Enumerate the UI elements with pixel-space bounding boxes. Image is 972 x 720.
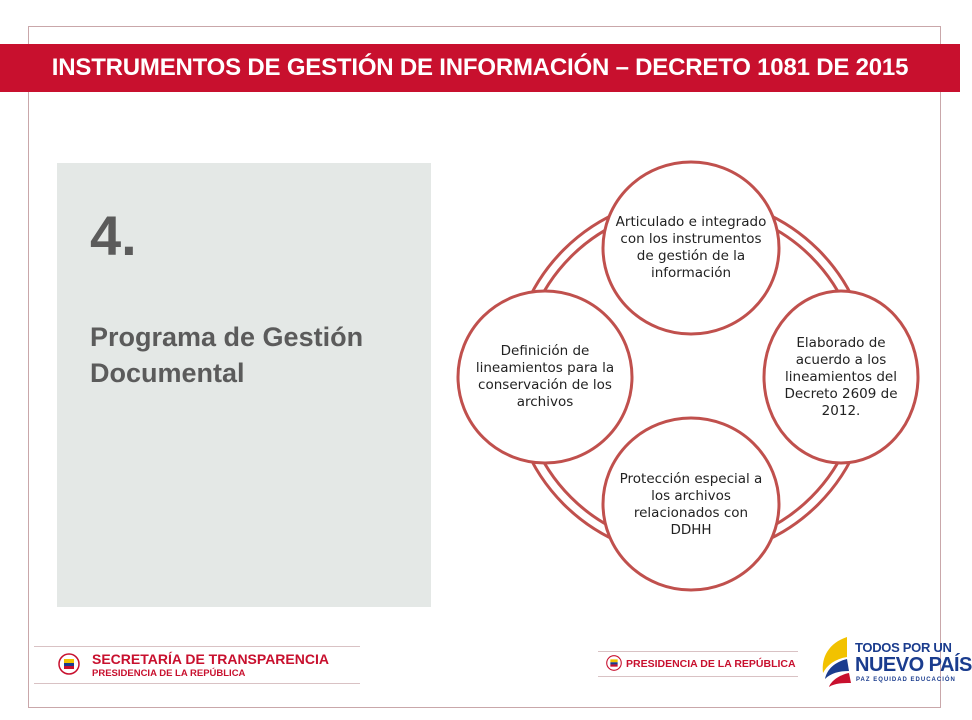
logo-line1: TODOS POR UN xyxy=(855,640,952,655)
footer-secretaria-title: SECRETARÍA DE TRANSPARENCIA xyxy=(92,651,329,667)
logo-line3: PAZ EQUIDAD EDUCACIÓN xyxy=(856,677,956,683)
cycle-node-top-text: Articulado e integrado con los instrumentos de gestión de la información xyxy=(615,213,767,281)
nuevo-pais-logo xyxy=(815,633,972,691)
footer-presidencia xyxy=(598,651,798,677)
cycle-diagram xyxy=(440,150,940,610)
cycle-node-left-text: Definición de lineamientos para la conservación de los archivos xyxy=(475,343,615,410)
footer-secretaria xyxy=(34,646,360,684)
presidencia-seal-icon xyxy=(606,655,622,671)
title-bar xyxy=(0,44,960,92)
section-title: Programa de Gestión Documental xyxy=(90,322,364,388)
footer-presidencia-label: PRESIDENCIA DE LA REPÚBLICA xyxy=(626,658,796,670)
cycle-node-right-text: Elaborado de acuerdo a los lineamientos del Decreto 2609 de 2012. xyxy=(784,334,898,419)
cycle-node-bottom-text: Protección especial a los archivos relacionados con DDHH xyxy=(619,471,763,538)
colombia-seal-icon xyxy=(58,653,80,675)
slide-title: INSTRUMENTOS DE GESTIÓN DE INFORMACIÓN – DECRETO 1081 DE 2015 xyxy=(51,54,909,81)
section-number: 4. xyxy=(90,204,137,267)
footer-secretaria-subtitle: PRESIDENCIA DE LA REPÚBLICA xyxy=(92,668,246,679)
nuevo-pais-mark-icon xyxy=(817,635,853,689)
section-panel xyxy=(57,163,431,607)
logo-line2: NUEVO PAÍS xyxy=(855,654,972,676)
